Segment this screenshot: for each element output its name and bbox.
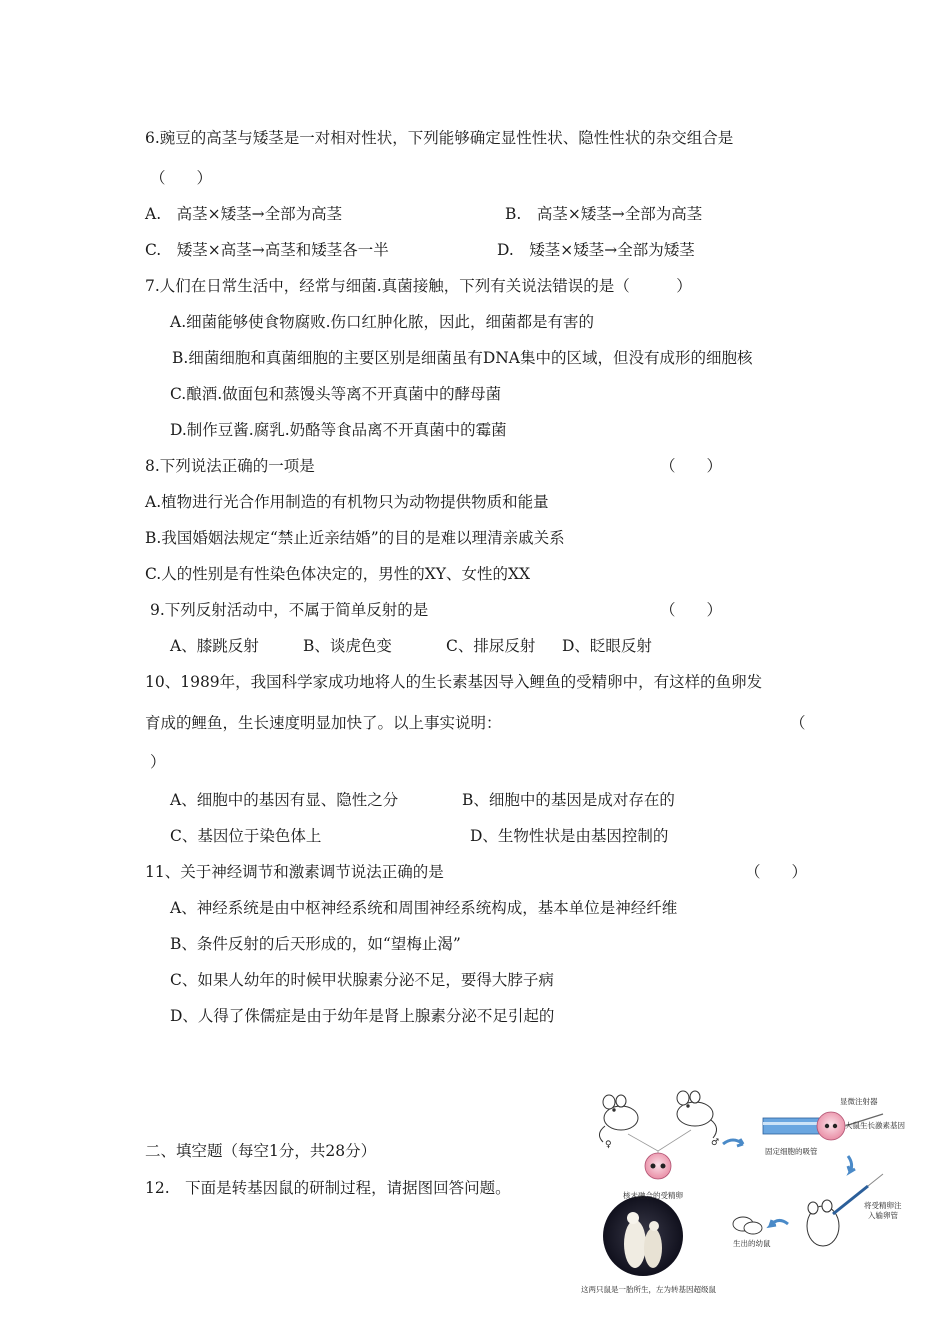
- q7-option-b: B.细菌细胞和真菌细胞的主要区别是细菌虽有DNA集中的区域，但没有成形的细胞核: [172, 349, 753, 367]
- q9-answer-paren: （ ）: [660, 601, 723, 619]
- label-photo-caption: 这两只鼠是一胎所生，左为转基因超级鼠: [581, 1285, 716, 1294]
- q6-option-c: C. 矮茎×高茎→高茎和矮茎各一半: [145, 241, 389, 259]
- arrow-right-icon: [723, 1139, 743, 1146]
- mice-photo: [603, 1196, 683, 1276]
- label-transfer-2: 入输卵管: [868, 1211, 898, 1220]
- q11-option-b: B、条件反射的后天形成的，如“望梅止渴”: [170, 935, 461, 953]
- transgenic-mouse-figure: [583, 1086, 928, 1296]
- q11-option-d: D、人得了侏儒症是由于幼年是肾上腺素分泌不足引起的: [170, 1007, 555, 1025]
- label-fertilized-egg: 核未融合的受精卵: [623, 1191, 683, 1200]
- q12-stem: 12. 下面是转基因鼠的研制过程，请据图回答问题。: [145, 1179, 511, 1197]
- q7-stem: 7.人们在日常生活中，经常与细菌.真菌接触，下列有关说法错误的是（ ）: [145, 277, 692, 295]
- q9-option-b: B、谈虎色变: [303, 637, 392, 655]
- q10-stem-line1: 10、1989年，我国科学家成功地将人的生长素基因导入鲤鱼的受精卵中，有这样的鱼卵发: [145, 673, 763, 691]
- female-symbol: ♀: [605, 1140, 612, 1150]
- label-offspring: 生出的幼鼠: [733, 1239, 771, 1248]
- male-symbol: ♂: [711, 1138, 720, 1148]
- q9-option-d: D、眨眼反射: [562, 637, 652, 655]
- q11-option-a: A、神经系统是由中枢神经系统和周围神经系统构成，基本单位是神经纤维: [170, 899, 678, 917]
- q7-option-d: D.制作豆酱.腐乳.奶酪等食品离不开真菌中的霉菌: [170, 421, 507, 439]
- label-microinjector: 显微注射器: [840, 1097, 878, 1106]
- label-growth-hormone-gene: 大鼠生长激素基因: [845, 1121, 905, 1130]
- q10-paren-open: （: [790, 714, 806, 732]
- q8-answer-paren: （ ）: [660, 457, 723, 475]
- q11-option-c: C、如果人幼年的时候甲状腺素分泌不足，要得大脖子病: [170, 971, 554, 989]
- q8-stem: 8.下列说法正确的一项是: [145, 457, 315, 475]
- q6-option-b: B. 高茎×矮茎→全部为高茎: [505, 205, 703, 223]
- q7-option-c: C.酿酒.做面包和蒸馒头等离不开真菌中的酵母菌: [170, 385, 502, 403]
- q8-option-a: A.植物进行光合作用制造的有机物只为动物提供物质和能量: [145, 493, 549, 511]
- q6-option-d: D. 矮茎×矮茎→全部为矮茎: [497, 241, 695, 259]
- section-title-fill-in: 二、填空题（每空1分，共28分）: [145, 1142, 377, 1160]
- mouse-right-icon: [677, 1091, 717, 1138]
- label-holding-pipette: 固定细胞的吸管: [765, 1147, 818, 1156]
- pups-icon: [733, 1217, 762, 1234]
- q9-option-a: A、膝跳反射: [170, 637, 259, 655]
- q6-answer-paren: （ ）: [150, 169, 213, 187]
- q10-paren-close: ）: [150, 753, 166, 771]
- q8-option-c: C.人的性别是有性染色体决定的，男性的XY、女性的XX: [145, 565, 531, 583]
- q11-answer-paren: （ ）: [745, 863, 808, 881]
- q10-option-d: D、生物性状是由基因控制的: [470, 827, 669, 845]
- arrow-down-icon: [848, 1156, 855, 1172]
- q11-stem: 11、关于神经调节和激素调节说法正确的是: [145, 863, 444, 881]
- q9-stem: 9.下列反射活动中，不属于简单反射的是: [150, 601, 429, 619]
- mouse-left-icon: [599, 1095, 638, 1142]
- q8-option-b: B.我国婚姻法规定“禁止近亲结婚”的目的是难以理清亲戚关系: [145, 529, 565, 547]
- q7-option-a: A.细菌能够使食物腐败.伤口红肿化脓，因此，细菌都是有害的: [170, 313, 595, 331]
- q6-stem: 6.豌豆的高茎与矮茎是一对相对性状，下列能够确定显性性状、隐性性状的杂交组合是: [145, 129, 734, 147]
- label-transfer-1: 将受精卵注: [864, 1201, 902, 1210]
- fertilized-egg-icon: [645, 1153, 671, 1179]
- q10-option-c: C、基因位于染色体上: [170, 827, 322, 845]
- q10-stem-line2: 育成的鲤鱼，生长速度明显加快了。以上事实说明：: [145, 714, 502, 732]
- q9-option-c: C、排尿反射: [446, 637, 536, 655]
- arrow-left-icon: [770, 1220, 788, 1226]
- q10-option-a: A、细胞中的基因有显、隐性之分: [170, 791, 399, 809]
- q6-option-a: A. 高茎×矮茎→全部为高茎: [145, 205, 343, 223]
- q10-option-b: B、细胞中的基因是成对存在的: [462, 791, 675, 809]
